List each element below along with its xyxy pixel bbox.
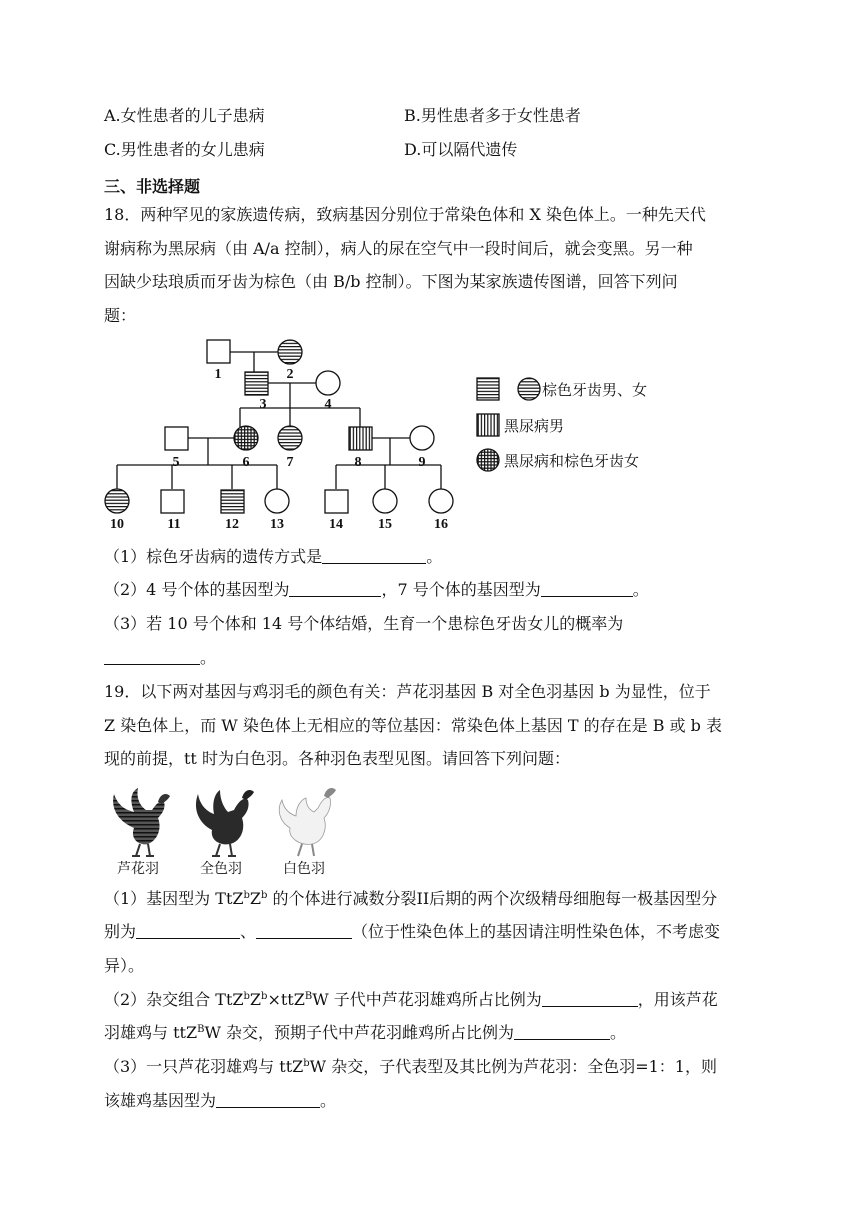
legend-brown-teeth-label: 棕色牙齿男、女 — [542, 381, 648, 399]
q19-sub3-line2: 该雄鸡基因型为 。 — [104, 1091, 337, 1110]
white-rooster-image — [279, 788, 336, 856]
label-14: 14 — [329, 517, 343, 532]
individual-8 — [349, 427, 372, 450]
individual-15 — [373, 489, 397, 513]
individual-5 — [165, 427, 188, 450]
label-3: 3 — [259, 397, 267, 412]
answer-blank-5[interactable] — [136, 924, 240, 939]
pedigree-chart — [100, 330, 700, 535]
individual-3 — [245, 372, 268, 395]
label-7: 7 — [286, 455, 294, 470]
answer-blank-4[interactable] — [104, 650, 200, 665]
individual-1 — [207, 340, 230, 363]
q19-sub2-line1: （2）杂交组合 $TtZ^bZ^b\times ttZ^BW$ 子代中芦花羽雄鸡所占比例为 ，用该芦花 — [104, 990, 718, 1009]
chicken-label-solid: 全色羽 — [200, 861, 242, 877]
individual-6 — [234, 426, 258, 450]
label-4: 4 — [324, 397, 332, 412]
q18-intro-line4: 题： — [104, 306, 137, 325]
individual-12 — [221, 490, 244, 513]
section-heading: 三、非选择题 — [104, 177, 201, 196]
label-12: 12 — [225, 517, 239, 532]
answer-blank-6[interactable] — [256, 924, 352, 939]
q19-sub1-line2: 别为 、 （位于性染色体上的基因请注明性染色体，不考虑变 — [104, 922, 721, 941]
individual-7 — [278, 426, 302, 450]
individual-11 — [161, 490, 184, 513]
label-11: 11 — [167, 517, 181, 532]
answer-blank-1[interactable] — [322, 549, 426, 564]
q18-sub1: （1）棕色牙齿病的遗传方式是 。 — [104, 547, 443, 566]
option-d: D.可以隔代遗传 — [404, 140, 518, 159]
label-1: 1 — [214, 367, 222, 382]
answer-blank-7[interactable] — [542, 992, 638, 1007]
answer-blank-3[interactable] — [541, 582, 633, 597]
q18-intro-line1: 18．两种罕见的家族遗传病，致病基因分别位于常染色体和 X 染色体上。一种先天代 — [104, 205, 706, 224]
individual-10 — [105, 489, 129, 513]
legend-both-label: 黑尿病和棕色牙齿女 — [504, 452, 640, 470]
label-15: 15 — [378, 517, 392, 532]
q18-sub3-answer: 。 — [104, 648, 216, 668]
label-6: 6 — [242, 455, 250, 470]
legend-alkaptonuria-label: 黑尿病男 — [504, 417, 565, 435]
legend-brown-teeth-male-symbol — [477, 378, 499, 400]
q19-sub1-line3: 异）。 — [104, 956, 145, 975]
individual-14 — [325, 490, 348, 513]
legend-brown-teeth-female-symbol — [518, 378, 540, 400]
individual-13 — [265, 489, 289, 513]
option-c: C.男性患者的女儿患病 — [104, 140, 265, 159]
legend-alkaptonuria-male-symbol — [477, 414, 499, 436]
label-8: 8 — [354, 455, 362, 470]
q19-intro-line3: 现的前提，tt 时为白色羽。各种羽色表型见图。请回答下列问题： — [104, 749, 570, 768]
label-10: 10 — [110, 517, 124, 532]
individual-9 — [410, 426, 434, 450]
individual-4 — [316, 371, 340, 395]
answer-blank-9[interactable] — [216, 1093, 320, 1108]
barred-rooster-image — [113, 788, 170, 856]
label-16: 16 — [434, 517, 448, 532]
individual-16 — [429, 489, 453, 513]
individual-2 — [278, 340, 302, 364]
q19-intro-line2: Z 染色体上，而 W 染色体上无相应的等位基因：常染色体上基因 T 的存在是 B 或 b 表 — [104, 716, 723, 735]
q19-sub3-line1: （3）一只芦花羽雄鸡与 ttZ$^b$W 杂交，子代表型及其比例为芦花羽：全色羽=1：1，则 — [104, 1057, 717, 1076]
chicken-label-white: 白色羽 — [283, 861, 325, 877]
answer-blank-8[interactable] — [514, 1025, 610, 1040]
chicken-label-barred: 芦花羽 — [117, 861, 159, 877]
label-5: 5 — [172, 455, 180, 470]
q19-sub2-line2: 羽雄鸡与 ttZ$^B$W 杂交，预期子代中芦花羽雌鸡所占比例为 。 — [104, 1023, 626, 1042]
solid-rooster-image — [196, 790, 254, 856]
label-2: 2 — [286, 367, 294, 382]
answer-blank-2[interactable] — [289, 582, 381, 597]
q18-intro-line2: 谢病称为黑尿病（由 A/a 控制），病人的尿在空气中一段时间后，就会变黑。另一种 — [104, 239, 693, 258]
legend-both-female-symbol — [477, 449, 499, 471]
label-13: 13 — [270, 517, 284, 532]
q19-sub1-line1: （1）基因型为 $TtZ^bZ^b$ 的个体进行减数分裂II后期的两个次级精母细胞每一极基因型分 — [104, 889, 718, 908]
option-a: A.女性患者的儿子患病 — [104, 106, 265, 125]
option-b: B.男性患者多于女性患者 — [404, 106, 581, 125]
q19-intro-line1: 19．以下两对基因与鸡羽毛的颜色有关：芦花羽基因 B 对全色羽基因 b 为显性，位于 — [104, 682, 711, 701]
label-9: 9 — [418, 455, 426, 470]
q18-intro-line3: 因缺少珐琅质而牙齿为棕色（由 B/b 控制）。下图为某家族遗传图谱，回答下列问 — [104, 272, 678, 291]
q18-sub3: （3）若 10 号个体和 14 号个体结婚，生育一个患棕色牙齿女儿的概率为 — [104, 614, 624, 633]
q18-sub2: （2）4 号个体的基因型为 ，7 号个体的基因型为 。 — [104, 580, 649, 599]
